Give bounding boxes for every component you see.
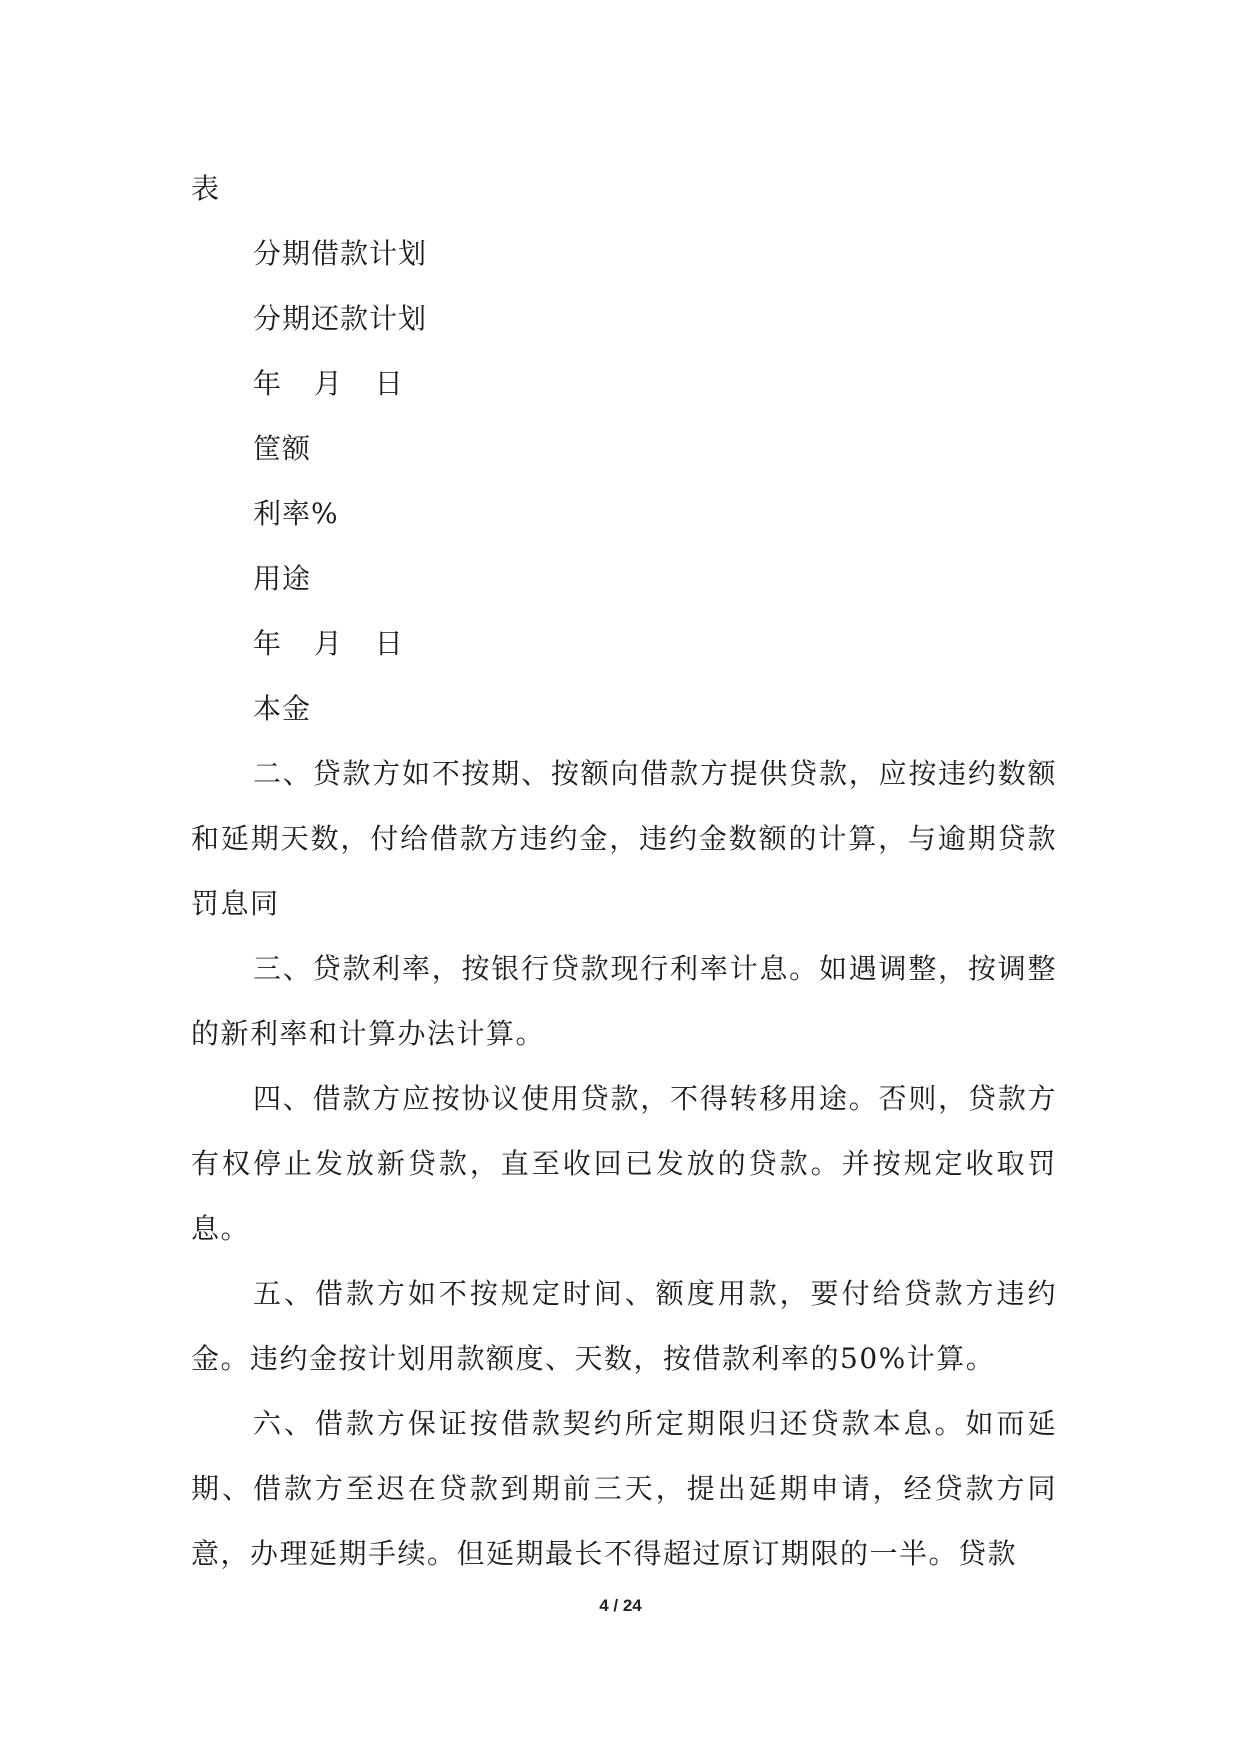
text-line-principal: 本金: [253, 692, 312, 725]
clause-2-paragraph: 二、贷款方如不按期、按额向借款方提供贷款，应按违约数额和延期天数，付给借款方违约金，违约金数额的计算，与逾期贷款罚息同: [191, 757, 1057, 920]
clause-5-paragraph: 五、借款方如不按规定时间、额度用款，要付给贷款方违约金。违约金按计划用款额度、天数，按借款利率的50%计算。: [191, 1277, 1057, 1375]
document-body: [191, 156, 1057, 1586]
text-line-borrowing-plan: 分期借款计划: [253, 237, 428, 270]
clause-3-paragraph: 三、贷款利率，按银行贷款现行利率计息。如遇调整，按调整的新利率和计算办法计算。: [191, 952, 1057, 1050]
text-line-interest-rate: 利率%: [253, 497, 339, 530]
page-number: 4 / 24: [599, 1596, 642, 1615]
clause-4-paragraph: 四、借款方应按协议使用贷款，不得转移用途。否则，贷款方有权停止发放新贷款，直至收回已发放的贷款。并按规定收取罚息。: [191, 1082, 1057, 1245]
text-line-date: 年 月 日: [253, 367, 415, 400]
text-line-table: 表: [191, 172, 221, 205]
text-line-purpose: 用途: [253, 562, 312, 595]
text-line-repayment-plan: 分期还款计划: [253, 302, 428, 335]
text-line-date-2: 年 月 日: [253, 627, 415, 660]
clause-6-paragraph: 六、借款方保证按借款契约所定期限归还贷款本息。如而延期、借款方至迟在贷款到期前三天，提出延期申请，经贷款方同意，办理延期手续。但延期最长不得超过原订期限的一半。贷款: [191, 1407, 1057, 1570]
text-line-amount: 筐额: [253, 432, 312, 465]
